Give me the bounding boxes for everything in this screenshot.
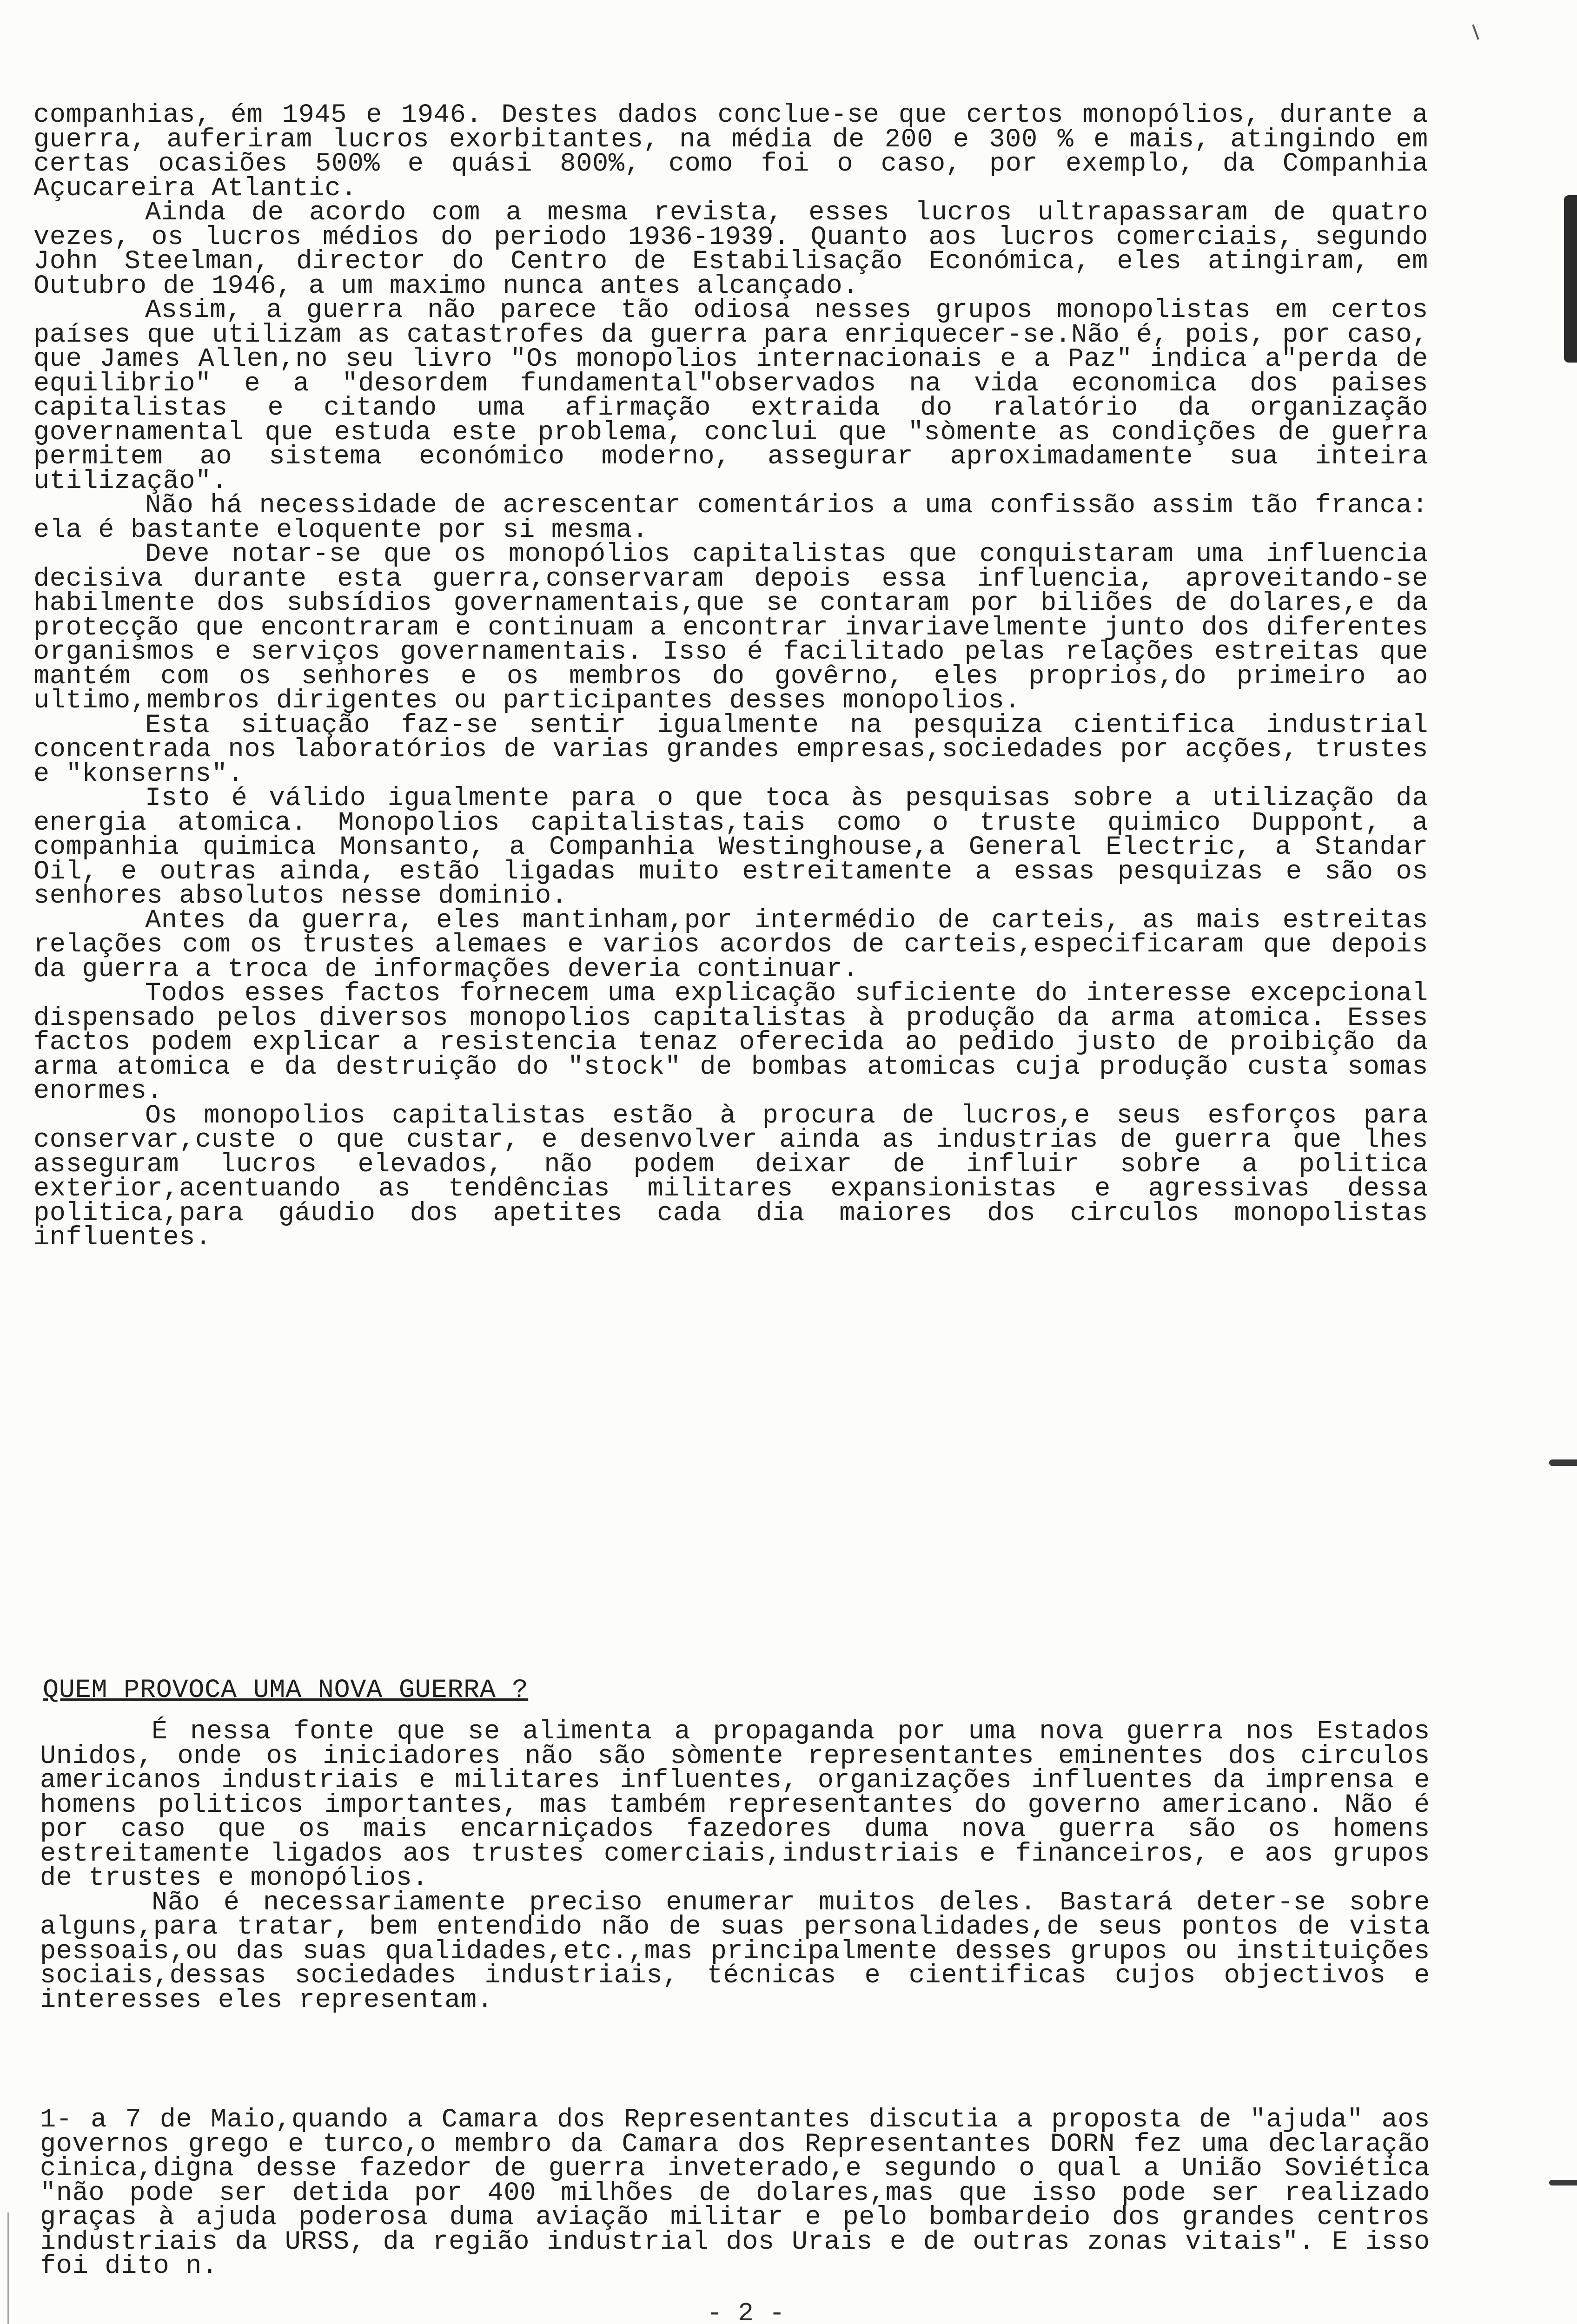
paragraph: Esta situação faz-se sentir igualmente na pesquiza cientifica industrial concentrada nos laboratórios de varias grandes empresas,sociedades por acções, trustes e "konserns". (33, 710, 1428, 789)
paragraph: Deve notar-se que os monopólios capitalistas que conquistaram uma influencia decisiva durante esta guerra,conservaram depois essa influencia, aproveitando-se habilmente dos subsídios governamentais,que se contaram por biliões de dolares,e da protecção que encontraram e continuam a encontrar invariavelmente junto dos diferentes organismos e serviços governamentais. Isso é facilitado pelas relações estreitas que mantém com os senhores e os membros do govêrno, eles proprios,do primeiro ao ultimo,membros dirigentes ou participantes desses monopolios. (33, 540, 1428, 716)
paragraph: Assim, a guerra não parece tão odiosa nesses grupos monopolistas em certos países que utilizam as catastrofes da guerra para enriquecer-se.Não é, pois, por caso, que James Allen,no seu livro "Os monopolios internacionais e a Paz" indica a"perda de equilibrio" e a "desordem fundamental"observados na vida economica dos paises capitalistas e citando uma afirmação extraida do ralatório da organização governamental que estuda este problema, conclui que "sòmente as condições de guerra permitem ao sistema económico moderno, assegurar aproximadamente sua inteira utilização". (33, 296, 1428, 496)
section-body (40, 1717, 1430, 2015)
paragraph: Não é necessariamente preciso enumerar muitos deles. Bastará deter-se sobre alguns,para tratar, bem entendido não de suas personalidades,de seus pontos de vista pessoais,ou das suas qualidades,etc.,mas principalmente desses grupos ou instituições sociais,dessas sociedades industriais, técnicas e cientificas cujos objectivos e interesses eles representam. (40, 1888, 1430, 2015)
punch-hole-mark (1549, 2180, 1577, 2185)
paragraph: Todos esses factos fornecem uma explicação suficiente do interesse excepcional dispensado pelos diversos monopolios capitalistas à produção da arma atomica. Esses factos podem explicar a resistencia tenaz oferecida ao pedido justo de proibição da arma atomica e da destruição do "stock" de bombas atomicas cuja produção custa somas enormes. (33, 979, 1428, 1106)
page-number: - 2 - (707, 2298, 785, 2324)
scan-left-border (7, 2212, 9, 2324)
body-text (33, 100, 1428, 1253)
punch-hole-mark (1549, 1459, 1577, 1466)
section-heading: QUEM PROVOCA UMA NOVA GUERRA ? (43, 1676, 529, 1705)
paragraph: Ainda de acordo com a mesma revista, esses lucros ultrapassaram de quatro vezes, os lucros médios do periodo 1936-1939. Quanto aos lucros comerciais, segundo John Steelman, director do Centro de Estabilisação Económica, eles atingiram, em Outubro de 1946, a um maximo nunca antes alcançado. (33, 198, 1428, 301)
corner-mark (1472, 24, 1479, 40)
paragraph: companhias, ém 1945 e 1946. Destes dados conclue-se que certos monopólios, durante a guerra, auferiram lucros exorbitantes, na média de 200 e 300 % e mais, atingindo em certas ocasiões 500% e quási 800%, como foi o caso, por exemplo, da Companhia Açucareira Atlantic. (33, 100, 1428, 204)
paragraph: É nessa fonte que se alimenta a propaganda por uma nova guerra nos Estados Unidos, onde os iniciadores não são sòmente representantes eminentes dos circulos americanos industriais e militares influentes, organizações influentes da imprensa e homens politicos importantes, mas também representantes do governo americano. Não é por caso que os mais encarniçados fazedores duma nova guerra são os homens estreitamente ligados aos trustes comerciais,industriais e financeiros, e aos grupos de trustes e monopólios. (40, 1717, 1430, 1893)
paragraph: Antes da guerra, eles mantinham,por intermédio de carteis, as mais estreitas relações com os trustes alemaes e varios acordos de carteis,especificaram que depois da guerra a troca de informações deveria continuar. (33, 905, 1428, 984)
paragraph: Os monopolios capitalistas estão à procura de lucros,e seus esforços para conservar,custe o que custar, e desenvolver ainda as industrias de guerra que lhes asseguram lucros elevados, não podem deixar de influir sobre a politica exterior,acentuando as tendências militares expansionistas e agressivas dessa politica,para gáudio dos apetites cada dia maiores dos circulos monopolistas influentes. (33, 1101, 1428, 1253)
paragraph: Isto é válido igualmente para o que toca às pesquisas sobre a utilização da energia atomica. Monopolios capitalistas,tais como o truste quimico Duppont, a companhia quimica Monsanto, a Companhia Westinghouse,a General Electric, a Standar Oil, e outras ainda, estão ligadas muito estreitamente a essas pesquizas e são os senhores absolutos nesse dominio. (33, 784, 1428, 911)
numbered-paragraph (40, 2105, 1430, 2281)
binding-edge-mark (1564, 195, 1577, 363)
paragraph: 1- a 7 de Maio,quando a Camara dos Representantes discutia a proposta de "ajuda" aos governos grego e turco,o membro da Camara dos Representantes DORN fez uma declaração cinica,digna desse fazedor de guerra inveterado,e segundo o qual a União Soviética "não pode ser detida por 400 milhões de dolares,mas que isso pode ser realizado graças à ajuda poderosa duma aviação militar e pelo bombardeio dos grandes centros industriais da URSS, da região industrial dos Urais e de outras zonas vitais". E isso foi dito n. (40, 2105, 1430, 2281)
paragraph: Não há necessidade de acrescentar comentários a uma confissão assim tão franca: ela é bastante eloquente por si mesma. (33, 491, 1428, 545)
